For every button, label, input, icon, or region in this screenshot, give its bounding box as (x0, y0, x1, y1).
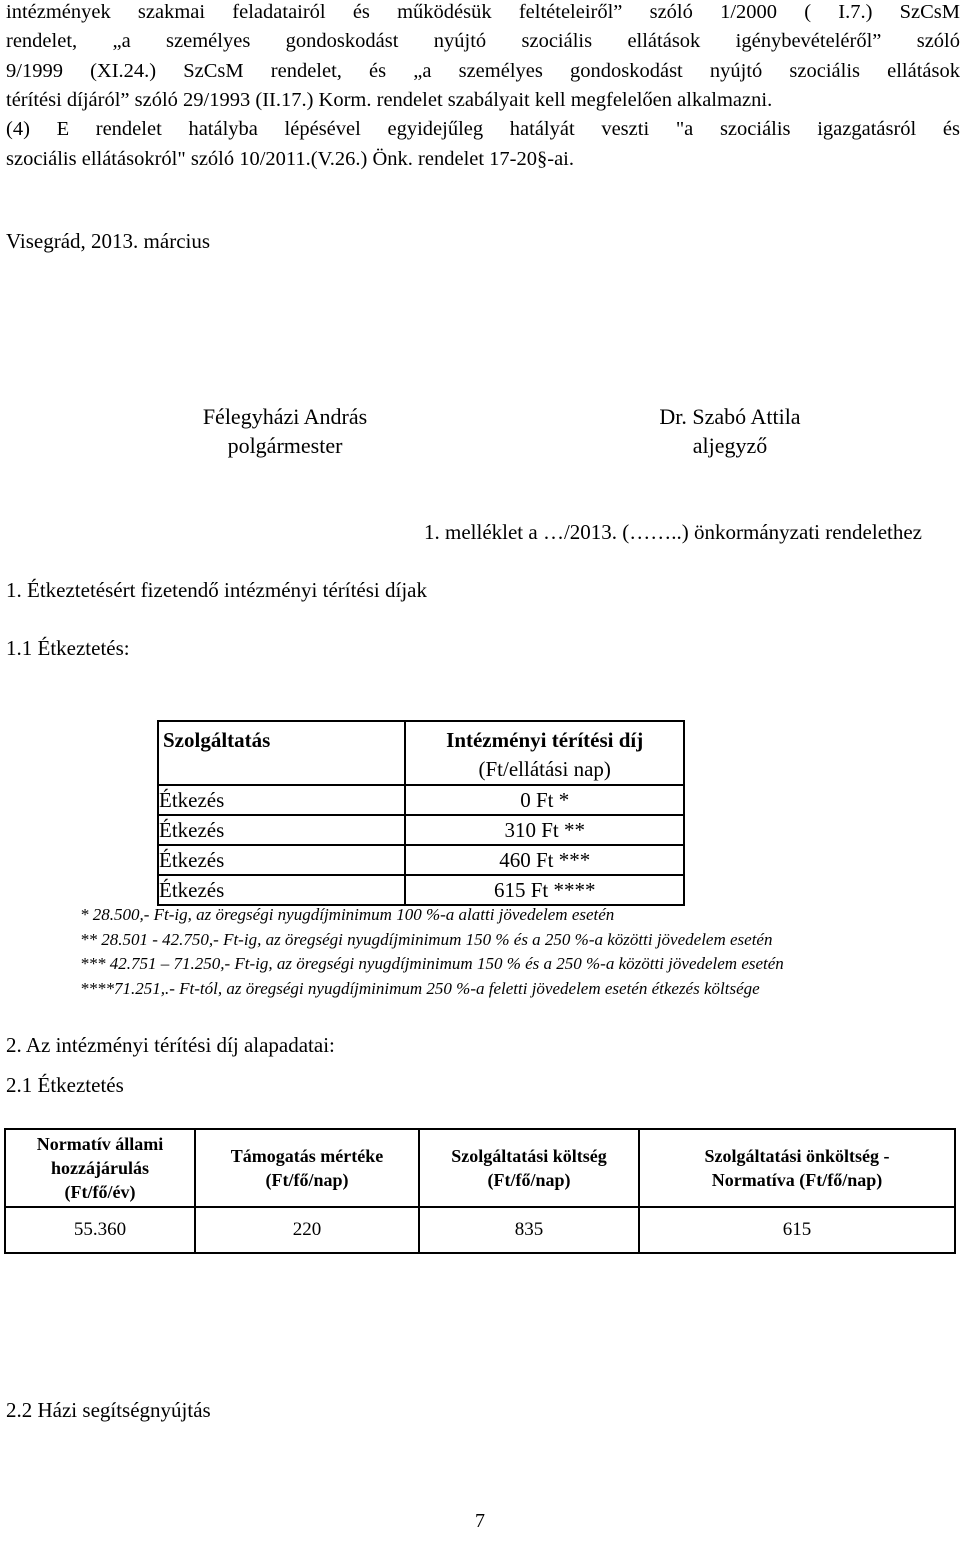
table-row (158, 785, 684, 815)
paragraph-line: szociális ellátásokról" szóló 10/2011.(V.26.) Önk. rendelet 17-20§-ai. (6, 148, 575, 170)
subsection-title: 1.1 Étkeztetés: (6, 636, 130, 660)
base-data-table (4, 1128, 956, 1254)
paragraph-line: 9/1999 (XI.24.) SzCsM rendelet, és „a személyes gondoskodást nyújtó szociális ellátások (6, 60, 960, 82)
table-header-cell: Szolgáltatási költség (Ft/fő/nap) (419, 1129, 639, 1207)
table-header-row (158, 721, 684, 785)
footnote: ****71.251,.- Ft-tól, az öregségi nyugdíjminimum 250 %-a feletti jövedelem esetén étkezés költsége (80, 979, 760, 998)
page-number: 7 (475, 1510, 485, 1532)
signature-name: Dr. Szabó Attila (659, 404, 801, 429)
table-row (158, 875, 684, 905)
table-header-cell: Szolgáltatás (158, 721, 405, 785)
footnote: ** 28.501 - 42.750,- Ft-ig, az öregségi nyugdíjminimum 150 % és a 250 %-a közötti jövedelem esetén (80, 930, 773, 949)
paragraph-line: (4) E rendelet hatályba lépésével egyidejűleg hatályát veszti "a szociális igazgatásról és (6, 118, 960, 140)
section-title: 1. Étkeztetésért fizetendő intézményi térítési díjak (6, 578, 427, 602)
table-row (5, 1207, 955, 1253)
table-row (158, 815, 684, 845)
table-cell: 615 Ft **** (405, 875, 684, 905)
table-cell: Étkezés (158, 845, 405, 875)
section-title: 2. Az intézményi térítési díj alapadatai: (6, 1033, 335, 1057)
table-header-row (5, 1129, 955, 1207)
footnote: *** 42.751 – 71.250,- Ft-ig, az öregségi nyugdíjminimum 150 % és a 250 %-a közötti jövedelem esetén (80, 954, 784, 973)
table-cell: 220 (195, 1207, 419, 1253)
signature-mayor (185, 402, 385, 460)
paragraph-line: intézmények szakmai feladatairól és működésük feltételeiről” szóló 1/2000 ( I.7.) SzCsM (6, 1, 960, 23)
paragraph-line: rendelet, „a személyes gondoskodást nyújtó szociális ellátások igénybevételéről” szóló (6, 30, 960, 52)
table-header-cell: Normatív állami hozzájárulás (Ft/fő/év) (5, 1129, 195, 1207)
annex-label: 1. melléklet a …/2013. (……..) önkormányzati rendelethez (424, 520, 923, 544)
table-header-cell: Szolgáltatási önköltség - Normatíva (Ft/fő/nap) (639, 1129, 955, 1207)
table-cell: 0 Ft * (405, 785, 684, 815)
signature-notary (630, 402, 830, 460)
table-cell: 55.360 (5, 1207, 195, 1253)
fee-table (157, 720, 685, 906)
signature-title: aljegyző (692, 433, 768, 458)
signature-title: polgármester (227, 433, 343, 458)
subsection-title: 2.1 Étkeztetés (6, 1073, 124, 1097)
place-date: Visegrád, 2013. március (6, 229, 211, 253)
footnote: * 28.500,- Ft-ig, az öregségi nyugdíjminimum 100 %-a alatti jövedelem esetén (80, 905, 615, 924)
table-header-cell: Intézményi térítési díj (Ft/ellátási nap) (405, 721, 684, 785)
table-cell: Étkezés (158, 785, 405, 815)
signature-name: Félegyházi András (202, 404, 368, 429)
table-cell: Étkezés (158, 815, 405, 845)
paragraph-line: térítési díjáról” szóló 29/1993 (II.17.) Korm. rendelet szabályait kell megfelelően alkalmazni. (6, 89, 773, 111)
table-cell: Étkezés (158, 875, 405, 905)
table-cell: 835 (419, 1207, 639, 1253)
subsection-title: 2.2 Házi segítségnyújtás (6, 1398, 211, 1422)
table-cell: 615 (639, 1207, 955, 1253)
table-cell: 460 Ft *** (405, 845, 684, 875)
table-cell: 310 Ft ** (405, 815, 684, 845)
table-header-cell: Támogatás mértéke (Ft/fő/nap) (195, 1129, 419, 1207)
table-row (158, 845, 684, 875)
